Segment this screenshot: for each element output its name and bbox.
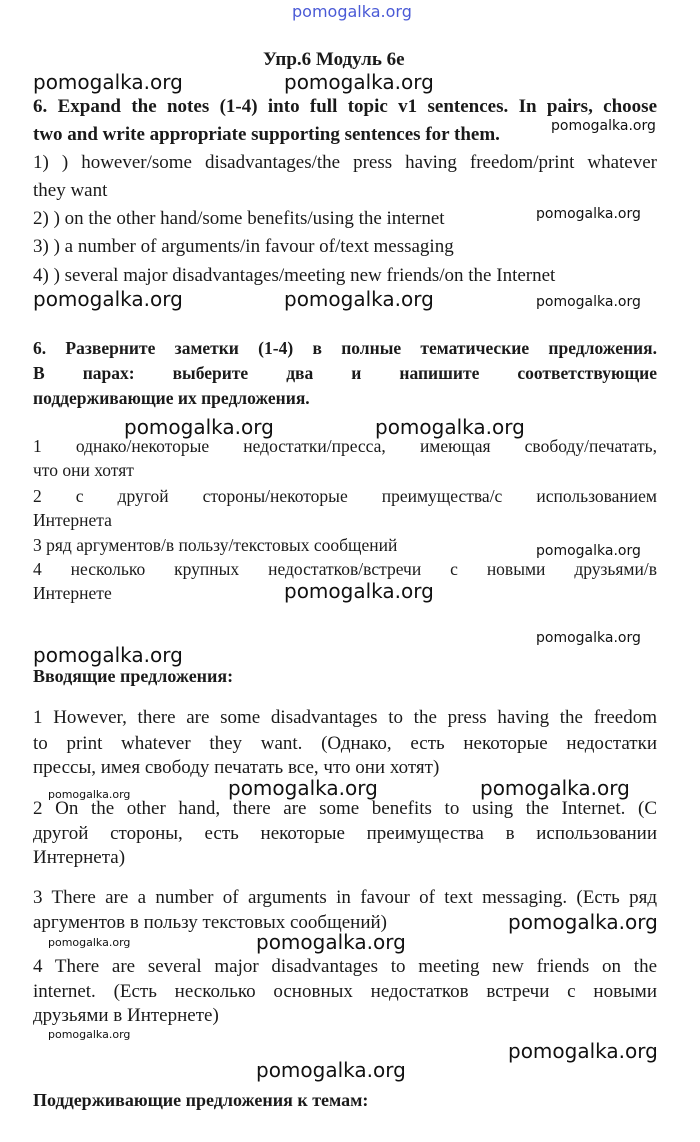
watermark: pomogalka.org bbox=[551, 118, 656, 134]
note-en-1-cont: they want bbox=[33, 180, 108, 201]
watermark: pomogalka.org bbox=[48, 936, 131, 949]
answer-3-line2: аргументов в пользу текстовых сообщений) bbox=[33, 912, 387, 933]
note-en-4: 4) ) several major disadvantages/meeting new friends/on the Internet bbox=[33, 265, 556, 286]
answer-4-line1: 4 There are several major disadvantages to meeting new friends on the bbox=[33, 956, 657, 977]
watermark: pomogalka.org bbox=[508, 1039, 658, 1063]
answer-2-line3: Интернета) bbox=[33, 847, 126, 868]
exercise-heading-ru-line1: 6. Разверните заметки (1-4) в полные тематические предложения. bbox=[33, 338, 657, 358]
watermark: pomogalka.org bbox=[124, 415, 274, 439]
answer-3-line1: 3 There are a number of arguments in favour of text messaging. (Есть ряд bbox=[33, 887, 657, 908]
watermark: pomogalka.org bbox=[536, 206, 641, 222]
watermark: pomogalka.org bbox=[536, 294, 641, 310]
section-heading-supporting: Поддерживающие предложения к темам: bbox=[33, 1090, 369, 1110]
watermark: pomogalka.org bbox=[33, 287, 183, 311]
answer-4-line3: друзьями в Интернете) bbox=[33, 1005, 219, 1026]
watermark: pomogalka.org bbox=[33, 70, 183, 94]
watermark: pomogalka.org bbox=[33, 643, 183, 667]
exercise-heading-ru-line3: поддерживающие их предложения. bbox=[33, 388, 310, 408]
note-en-3: 3) ) a number of arguments/in favour of/text messaging bbox=[33, 236, 454, 257]
section-heading-intro: Вводящие предложения: bbox=[33, 666, 234, 686]
watermark: pomogalka.org bbox=[48, 1028, 131, 1041]
note-ru-2: 2 с другой стороны/некоторые преимущества/с использованием bbox=[33, 486, 657, 506]
watermark: pomogalka.org bbox=[375, 415, 525, 439]
exercise-heading-en-line1: 6. Expand the notes (1-4) into full topic v1 sentences. In pairs, choose bbox=[33, 96, 657, 117]
watermark: pomogalka.org bbox=[228, 776, 378, 800]
watermark: pomogalka.org bbox=[508, 910, 658, 934]
watermark: pomogalka.org bbox=[48, 788, 131, 801]
exercise-heading-en-line2: two and write appropriate supporting sentences for them. bbox=[33, 124, 500, 145]
watermark: pomogalka.org bbox=[284, 579, 434, 603]
note-en-1: 1) ) however/some disadvantages/the press having freedom/print whatever bbox=[33, 152, 657, 173]
note-ru-4: 4 несколько крупных недостатков/встречи с новыми друзьями/в bbox=[33, 559, 657, 579]
watermark: pomogalka.org bbox=[480, 776, 630, 800]
page-title: Упр.6 Модуль 6е bbox=[263, 49, 405, 70]
note-ru-1-cont: что они хотят bbox=[33, 460, 134, 480]
watermark: pomogalka.org bbox=[284, 70, 434, 94]
answer-4-line2: internet. (Есть несколько основных недостатков встречи с новыми bbox=[33, 981, 657, 1002]
note-en-2: 2) ) on the other hand/some benefits/using the internet bbox=[33, 208, 445, 229]
answer-1-line3: прессы, имея свободу печатать все, что они хотят) bbox=[33, 757, 440, 778]
note-ru-2-cont: Интернета bbox=[33, 510, 112, 530]
answer-1-line2: to print whatever they want. (Однако, есть некоторые недостатки bbox=[33, 733, 657, 754]
answer-1-line1: 1 However, there are some disadvantages to the press having the freedom bbox=[33, 707, 657, 728]
watermark: pomogalka.org bbox=[256, 930, 406, 954]
watermark: pomogalka.org bbox=[536, 630, 641, 646]
answer-2-line1: 2 On the other hand, there are some benefits to using the Internet. (С bbox=[33, 798, 657, 819]
exercise-heading-ru-line2: В парах: выберите два и напишите соответствующие bbox=[33, 363, 657, 383]
answer-2-line2: другой стороны, есть некоторые преимущества в использовании bbox=[33, 823, 657, 844]
watermark-top: pomogalka.org bbox=[292, 2, 412, 21]
note-ru-1: 1 однако/некоторые недостатки/пресса, имеющая свободу/печатать, bbox=[33, 436, 657, 456]
watermark: pomogalka.org bbox=[284, 287, 434, 311]
note-ru-4-cont: Интернете bbox=[33, 583, 112, 603]
note-ru-3: 3 ряд аргументов/в пользу/текстовых сообщений bbox=[33, 535, 398, 555]
watermark: pomogalka.org bbox=[256, 1058, 406, 1082]
watermark: pomogalka.org bbox=[536, 543, 641, 559]
